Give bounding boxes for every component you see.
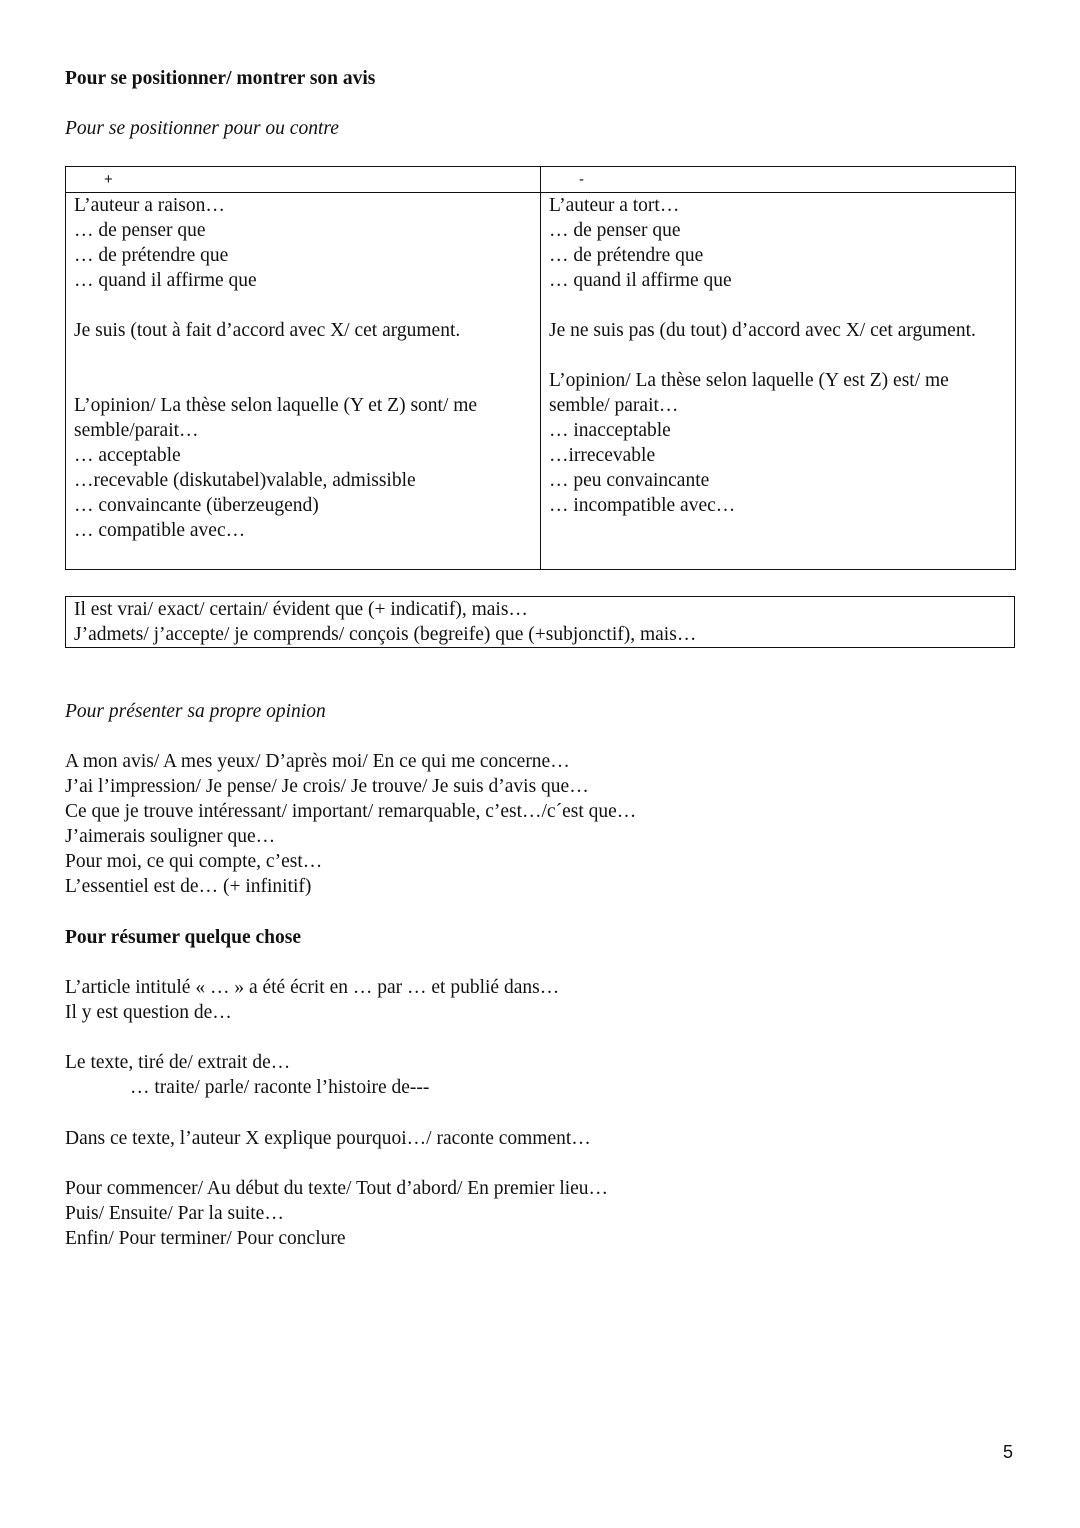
summary-group-2 bbox=[65, 1050, 1015, 1100]
opinion-line: J’ai l’impression/ Je pense/ Je crois/ Je trouve/ Je suis d’avis que… bbox=[65, 776, 589, 797]
opinion-line: L’essentiel est de… (+ infinitif) bbox=[65, 876, 312, 897]
plus-line: Je suis (tout à fait d’accord avec X/ cet argument. bbox=[74, 320, 461, 341]
minus-line: L’auteur a tort… bbox=[549, 195, 680, 216]
minus-line: … quand il affirme que bbox=[549, 270, 732, 291]
section-title-resume: Pour résumer quelque chose bbox=[65, 927, 301, 948]
summary-group-4 bbox=[65, 1176, 1015, 1251]
table-body-row bbox=[66, 193, 1016, 570]
minus-line: L’opinion/ La thèse selon laquelle (Y est Z) est/ me semble/ parait… bbox=[549, 370, 949, 416]
opinion-line: J’aimerais souligner que… bbox=[65, 826, 276, 847]
opinion-list bbox=[65, 749, 1015, 899]
summary-line: Puis/ Ensuite/ Par la suite… bbox=[65, 1203, 284, 1224]
table-header-row bbox=[66, 167, 1016, 193]
page-number: 5 bbox=[1003, 1442, 1014, 1462]
concession-line: Il est vrai/ exact/ certain/ évident que (+ indicatif), mais… bbox=[74, 599, 528, 620]
minus-line: … de penser que bbox=[549, 220, 681, 241]
section-title: Pour se positionner/ montrer son avis bbox=[65, 68, 376, 89]
opinion-line: Ce que je trouve intéressant/ important/ remarquable, c’est…/c´est que… bbox=[65, 801, 637, 822]
pour-contre-table bbox=[65, 166, 1016, 570]
minus-line: Je ne suis pas (du tout) d’accord avec X/ cet argument. bbox=[549, 320, 976, 341]
summary-line: L’article intitulé « … » a été écrit en … par … et publié dans… bbox=[65, 977, 560, 998]
summary-line: Il y est question de… bbox=[65, 1002, 232, 1023]
summary-line: Dans ce texte, l’auteur X explique pourquoi…/ raconte comment… bbox=[65, 1128, 591, 1149]
concession-line: J’admets/ j’accepte/ je comprends/ conçois (begreife) que (+subjonctif), mais… bbox=[74, 624, 697, 645]
opinion-line: A mon avis/ A mes yeux/ D’après moi/ En ce qui me concerne… bbox=[65, 751, 570, 772]
concession-box bbox=[65, 596, 1015, 648]
subsection-title-pour-contre: Pour se positionner pour ou contre bbox=[65, 118, 339, 139]
plus-line: … de prétendre que bbox=[74, 245, 229, 266]
minus-line: … incompatible avec… bbox=[549, 495, 736, 516]
plus-line: L’auteur a raison… bbox=[74, 195, 225, 216]
plus-line: …recevable (diskutabel)valable, admissible bbox=[74, 470, 416, 491]
plus-line: … acceptable bbox=[74, 445, 181, 466]
minus-line: … peu convaincante bbox=[549, 470, 710, 491]
plus-line: … compatible avec… bbox=[74, 520, 246, 541]
subsection-title-opinion: Pour présenter sa propre opinion bbox=[65, 701, 326, 722]
minus-column bbox=[541, 193, 1016, 570]
opinion-line: Pour moi, ce qui compte, c’est… bbox=[65, 851, 323, 872]
plus-line: … convaincante (überzeugend) bbox=[74, 495, 319, 516]
minus-header: - bbox=[541, 167, 1016, 193]
minus-line: … de prétendre que bbox=[549, 245, 704, 266]
plus-line: … de penser que bbox=[74, 220, 206, 241]
summary-line: Le texte, tiré de/ extrait de… bbox=[65, 1052, 291, 1073]
plus-header: + bbox=[66, 167, 541, 193]
summary-line: Enfin/ Pour terminer/ Pour conclure bbox=[65, 1228, 346, 1249]
summary-line: Pour commencer/ Au début du texte/ Tout d’abord/ En premier lieu… bbox=[65, 1178, 609, 1199]
summary-line: … traite/ parle/ raconte l’histoire de--- bbox=[130, 1077, 430, 1098]
summary-group-1 bbox=[65, 975, 1015, 1025]
summary-group-3 bbox=[65, 1126, 1015, 1151]
minus-line: …irrecevable bbox=[549, 445, 656, 466]
minus-line: … inacceptable bbox=[549, 420, 671, 441]
plus-column bbox=[66, 193, 541, 570]
plus-line: … quand il affirme que bbox=[74, 270, 257, 291]
plus-line: L’opinion/ La thèse selon laquelle (Y et Z) sont/ me semble/parait… bbox=[74, 395, 478, 441]
